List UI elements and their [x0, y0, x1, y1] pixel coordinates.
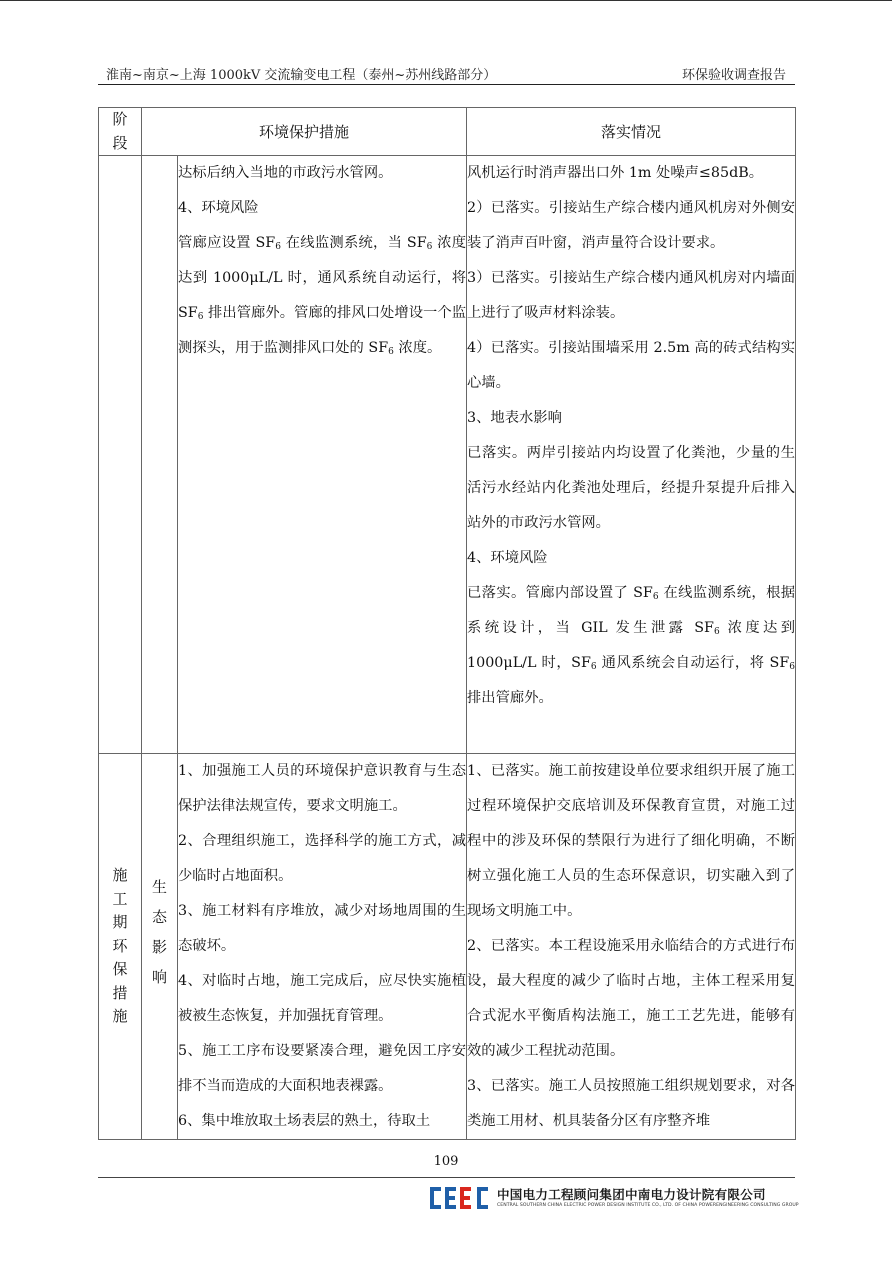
table-row	[99, 156, 796, 754]
measures-cell	[178, 754, 467, 1140]
implementation-cell	[467, 754, 796, 1140]
company-name-cn: 中国电力工程顾问集团中南电力设计院有限公司	[497, 1187, 766, 1202]
paragraph: 6、集中堆放取土场表层的熟土，待取土	[178, 1113, 431, 1129]
top-border	[0, 0, 892, 1]
paragraph: 4、环境风险	[178, 200, 259, 216]
vertical-char: 响	[151, 968, 167, 986]
table-row	[99, 754, 796, 1140]
vertical-char: 保	[112, 960, 128, 979]
paragraph: 3、施工材料有序堆放，减少对场地周围的生态破坏。	[178, 903, 467, 954]
paragraph: 5、施工工序布设要紧凑合理，避免因工序安排不当而造成的大面积地表裸露。	[178, 1043, 467, 1094]
paragraph: 2、已落实。本工程设施采用永临结合的方式进行布设，最大程度的减少了临时占地，主体工程采用复合式泥水平衡盾构法施工，施工工艺先进，能够有效的减少工程扰动范围。	[467, 938, 796, 1059]
paragraph: 4）已落实。引接站围墙采用 2.5m 高的砖式结构实心墙。	[467, 340, 796, 391]
vertical-char: 措	[112, 983, 128, 1002]
paragraph: 3、已落实。施工人员按照施工组织规划要求，对各类施工用材、机具装备分区有序整齐堆	[467, 1078, 796, 1129]
paragraph: 风机运行时消声器出口外 1m 处噪声≤85dB。	[467, 165, 764, 181]
implementation-cell	[467, 156, 796, 754]
vertical-char: 施	[112, 1007, 128, 1026]
company-name-en: CENTRAL SOUTHERN CHINA ELECTRIC POWER DESIGN INSTITUTE CO., LTD. OF CHINA POWERENGINEERING CONSULTING GROUP	[497, 1203, 799, 1208]
paragraph: 3、地表水影响	[467, 410, 562, 426]
vertical-char: 生	[151, 878, 167, 896]
paragraph: 管廊应设置 $SF_6$ 在线监测系统，当 $SF_6$ 浓度达到 1000μL/L 时，通风系统自动运行，将 $SF_6$ 排出管廊外。管廊的排风口处增设一个监测探头，用于监测排风口处的 $SF_6$ 浓度。	[178, 235, 467, 357]
vertical-char: 环	[112, 936, 128, 955]
stage-cell-empty	[99, 156, 142, 754]
logo-mark	[432, 1189, 488, 1207]
header-implementation: 落实情况	[467, 108, 796, 156]
paragraph: 2、合理组织施工，选择科学的施工方式，减少临时占地面积。	[178, 833, 467, 884]
header-measures: 环境保护措施	[142, 108, 467, 156]
paragraph: 已落实。两岸引接站内均设置了化粪池，少量的生活污水经站内化粪池处理后，经提升泵提升后排入站外的市政污水管网。	[467, 445, 796, 531]
vertical-char: 施	[112, 866, 128, 885]
vertical-char: 影	[151, 938, 167, 956]
vertical-char: 工	[112, 889, 128, 908]
paragraph: 达标后纳入当地的市政污水管网。	[178, 165, 393, 181]
paragraph: 已落实。管廊内部设置了 $SF_6$ 在线监测系统，根据系统设计，当 GIL 发生泄露 $SF_6$ 浓度达到 1000μL/L 时，$SF_6$ 通风系统会自动运行，将 $SF_6$ 排出管廊外。	[467, 585, 796, 706]
paragraph: 4、环境风险	[467, 550, 548, 566]
category-ecology	[142, 754, 178, 1140]
paragraph: 1、加强施工人员的环境保护意识教育与生态保护法律法规宣传，要求文明施工。	[178, 763, 467, 814]
paragraph: 1、已落实。施工前按建设单位要求组织开展了施工过程环境保护交底培训及环保教育宣贯，对施工过程中的涉及环保的禁限行为进行了细化明确，不断树立强化施工人员的生态环保意识，切实融入到了现场文明施工中。	[467, 763, 796, 919]
header-report-title: 环保验收调查报告	[681, 68, 786, 83]
stage-construction	[99, 754, 142, 1140]
paragraph: 3）已落实。引接站生产综合楼内通风机房对内墙面上进行了吸声材料涂装。	[467, 270, 796, 321]
measures-cell	[178, 156, 467, 754]
paragraph: 2）已落实。引接站生产综合楼内通风机房对外侧安装了消声百叶窗，消声量符合设计要求。	[467, 200, 796, 251]
page-number: 109	[433, 1154, 459, 1169]
measures-table	[98, 107, 796, 1140]
paragraph: 4、对临时占地，施工完成后，应尽快实施植被被生态恢复，并加强抚育管理。	[178, 973, 467, 1024]
category-cell-empty	[142, 156, 178, 754]
vertical-char: 期	[112, 913, 128, 932]
ceec-logo-icon	[428, 1185, 494, 1211]
header-divider	[98, 84, 795, 85]
vertical-char: 态	[151, 908, 167, 926]
footer-divider	[98, 1177, 795, 1178]
header-stage: 阶 段	[99, 108, 142, 156]
table-header-row	[99, 108, 796, 156]
header-project-title: 淮南~南京~上海 1000kV 交流输变电工程（泰州~苏州线路部分）	[106, 68, 497, 83]
